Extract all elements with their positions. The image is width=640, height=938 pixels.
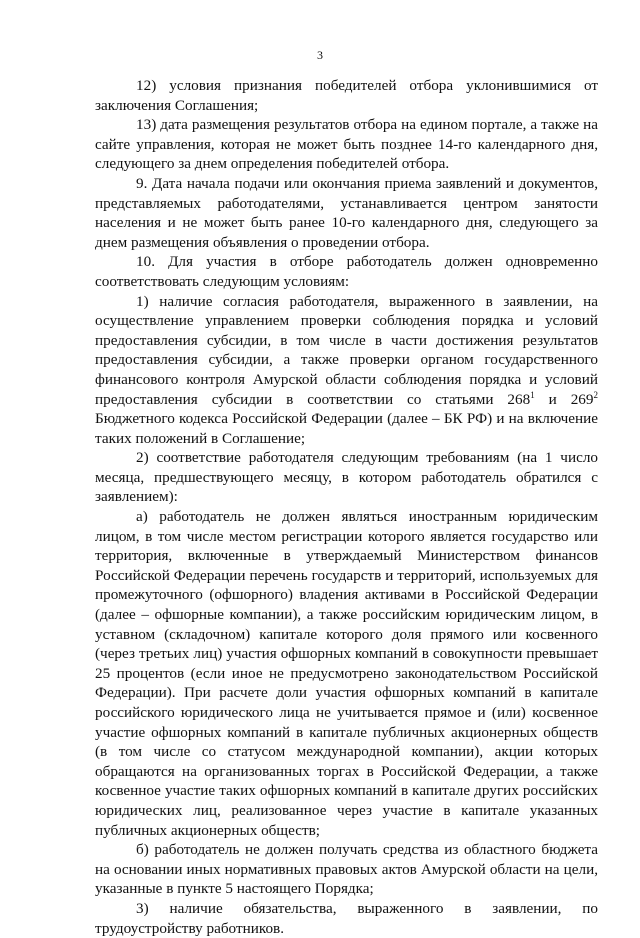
paragraph-condition-2: 2) соответствие работодателя следующим требованиям (на 1 число месяца, предшествующего месяцу, в котором работодатель обратился с заявлением): bbox=[95, 449, 598, 506]
paragraph-condition-3: 3) наличие обязательства, выраженного в заявлении, по трудоустройству работников. bbox=[95, 899, 598, 937]
paragraph-condition-1 bbox=[95, 292, 598, 449]
condition-1-text-start: 1) наличие согласия работодателя, выраженного в заявлении, на осуществление управлением проверки соблюдения порядка и условий предоставления субсидии, в том числе в части достижения результатов предоставления субсидии, а также проверки органом государственного финансового контроля Амурской области соблюдения порядка и условий предоставления субсидии в соответствии со статьями 268 bbox=[95, 292, 598, 408]
paragraph-clause-9: 9. Дата начала подачи или окончания приема заявлений и документов, представляемых работодателями, устанавливается центром занятости населения и не может быть ранее 10-го календарного дня, следующего за днем размещения объявления о проведении отбора. bbox=[95, 174, 598, 251]
paragraph-item-12: 12) условия признания победителей отбора уклонившимися от заключения Соглашения; bbox=[95, 77, 598, 114]
document-body bbox=[95, 76, 598, 938]
paragraph-requirement-b: б) работодатель не должен получать средства из областного бюджета на основании иных нормативных правовых актов Амурской области на цели, указанные в пункте 5 настоящего Порядка; bbox=[95, 841, 598, 898]
paragraph-clause-10: 10. Для участия в отборе работодатель должен одновременно соответствовать следующим условиям: bbox=[95, 253, 598, 290]
article-superscript-1: 1 bbox=[530, 389, 535, 400]
page-number: 3 bbox=[317, 48, 323, 62]
paragraph-requirement-a: а) работодатель не должен являться иностранным юридическим лицом, в том числе местом регистрации которого является государство или территория, включенные в утверждаемый Министерством финансов Российской Федерации перечень государств и территорий, используемых для промежуточного (офшорного) владения активами в Российской Федерации (далее – офшорные компании), а также российским юридическим лицом, в уставном (складочном) капитале которого доля прямого или косвенного (через третьих лиц) участия офшорных компаний в совокупности превышает 25 процентов (если иное не предусмотрено законодательством Российской Федерации). При расчете доли участия офшорных компаний в капитале российского юридического лица не учитывается прямое и (или) косвенное участие офшорных компаний в капитале публичных акционерных обществ (в том числе со статусом международной компании), акции которых обращаются на организованных торгах в Российской Федерации, а также косвенное участие таких офшорных компаний в капитале других российских юридических лиц, реализованное через участие в капитале указанных публичных акционерных обществ; bbox=[95, 508, 598, 839]
condition-1-text-middle: и 269 bbox=[534, 390, 594, 408]
condition-1-text-end: Бюджетного кодекса Российской Федерации (далее – БК РФ) и на включение таких положений в Соглашение; bbox=[95, 410, 598, 447]
paragraph-item-13: 13) дата размещения результатов отбора на едином портале, а также на сайте управления, которая не может быть позднее 14-го календарного дня, следующего за днем определения победителей отбора. bbox=[95, 116, 598, 173]
article-superscript-2: 2 bbox=[593, 389, 598, 400]
